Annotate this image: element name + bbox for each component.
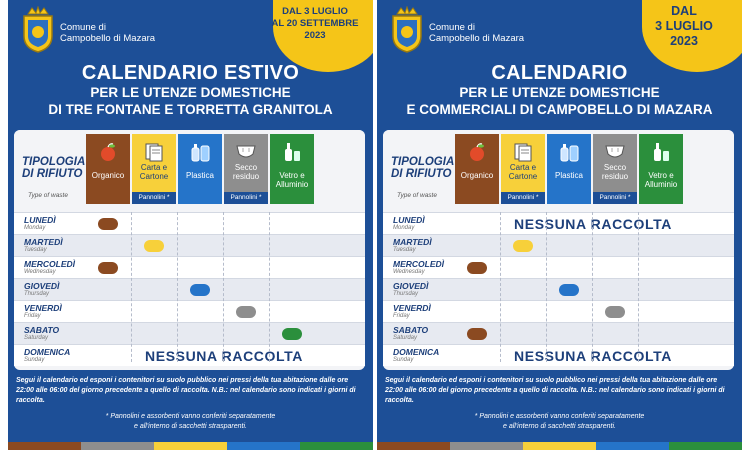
date-range xyxy=(265,6,365,42)
municipality-crest-logo xyxy=(389,6,425,54)
diaper-note-line: e all'interno di sacchetti strasparenti. xyxy=(133,423,247,430)
collection-instructions: Segui il calendario ed esponi i contenitori su suolo pubblico nei pressi della tua abitazione dalle ore 22:00 alle 06:00 del giorno precedente a quello di raccolta. N.B.: nel calendario sono indicati i giorni di raccolta. xyxy=(385,377,725,404)
day-name-en: Thursday xyxy=(24,291,50,297)
paper-icon xyxy=(142,142,166,162)
day-label xyxy=(393,326,428,342)
waste-type-heading-line: DI RIFIUTO xyxy=(391,168,452,180)
stripe-segment xyxy=(300,442,373,450)
pickup-marker xyxy=(282,328,302,340)
category-sublabel: Pannolini * xyxy=(593,192,637,204)
page-subtitle-line: PER LE UTENZE DOMESTICHE xyxy=(90,85,291,100)
stripe-segment xyxy=(81,442,154,450)
pickup-marker xyxy=(467,328,487,340)
stripe-segment xyxy=(154,442,227,450)
date-range-line: DAL 3 LUGLIO xyxy=(282,6,348,17)
apple-icon xyxy=(96,142,120,162)
date-range-line: AL 20 SETTEMBRE xyxy=(271,18,359,29)
day-name-it: GIOVEDÌ xyxy=(24,281,60,291)
day-row xyxy=(14,212,365,234)
calendar-poster-left xyxy=(8,0,373,450)
category-sublabel: Pannolini * xyxy=(132,192,176,204)
pickup-marker xyxy=(144,240,164,252)
day-name-it: DOMENICA xyxy=(24,347,71,357)
category-vetro-e-alluminio xyxy=(639,134,683,204)
pickup-marker xyxy=(190,284,210,296)
pickup-marker xyxy=(98,262,118,274)
day-label xyxy=(393,216,425,232)
category-organico xyxy=(455,134,499,204)
day-name-en: Monday xyxy=(24,225,46,231)
day-row xyxy=(14,300,365,322)
day-row xyxy=(383,322,734,344)
category-label: Plastica xyxy=(185,171,214,180)
day-name-en: Saturday xyxy=(24,335,49,341)
category-plastica xyxy=(178,134,222,204)
waste-type-heading xyxy=(391,156,454,180)
day-label xyxy=(24,282,59,298)
day-name-it: MERCOLEDÌ xyxy=(24,259,75,269)
column-divider xyxy=(592,212,593,362)
day-name-en: Tuesday xyxy=(24,247,47,253)
stripe-segment xyxy=(450,442,523,450)
schedule-table xyxy=(14,130,365,370)
day-name-it: MARTEDÌ xyxy=(393,237,432,247)
no-collection-label: NESSUNA RACCOLTA xyxy=(514,348,672,364)
date-range-line: 2023 xyxy=(670,34,698,48)
day-name-it: SABATO xyxy=(393,325,429,335)
day-name-en: Sunday xyxy=(24,357,45,363)
category-carta-e-cartone xyxy=(501,134,545,204)
day-name-it: MARTEDÌ xyxy=(24,237,63,247)
category-label: Vetro e Alluminio xyxy=(644,171,678,189)
day-label xyxy=(393,304,431,320)
day-name-en: Wednesday xyxy=(24,269,56,275)
day-row xyxy=(14,322,365,344)
diaper-note-line: e all'interno di sacchetti strasparenti. xyxy=(502,423,616,430)
day-name-en: Sunday xyxy=(393,357,414,363)
column-divider xyxy=(223,212,224,362)
column-divider xyxy=(500,212,501,362)
page-title: CALENDARIO ESTIVO xyxy=(81,62,300,84)
waste-type-heading-line: TIPOLOGIA xyxy=(22,156,86,168)
column-divider xyxy=(638,212,639,362)
page-subtitle xyxy=(377,84,742,118)
day-name-en: Tuesday xyxy=(393,247,416,253)
municipality-name-line: Campobello di Mazara xyxy=(429,33,525,44)
column-divider xyxy=(177,212,178,362)
municipality-crest-logo xyxy=(20,6,56,54)
day-row xyxy=(383,234,734,256)
category-label: Organico xyxy=(91,171,125,180)
day-name-it: GIOVEDÌ xyxy=(393,281,429,291)
category-label: Vetro e Alluminio xyxy=(275,171,309,189)
diaper-note-line: * Pannolini e assorbenti vanno conferiti separatamente xyxy=(474,413,645,420)
day-row xyxy=(383,212,734,234)
date-range xyxy=(634,4,734,49)
diaper-note-line: * Pannolini e assorbenti vanno conferiti separatamente xyxy=(105,413,276,420)
date-range-line: 3 LUGLIO xyxy=(655,19,713,33)
category-plastica xyxy=(547,134,591,204)
waste-type-heading-line: DI RIFIUTO xyxy=(22,168,83,180)
day-name-en: Monday xyxy=(393,225,415,231)
day-name-en: Friday xyxy=(24,313,41,319)
schedule-table xyxy=(383,130,734,370)
day-name-it: VENERDÌ xyxy=(393,303,431,313)
stripe-segment xyxy=(8,442,81,450)
column-divider xyxy=(269,212,270,362)
day-row xyxy=(14,234,365,256)
no-collection-label: NESSUNA RACCOLTA xyxy=(514,216,672,232)
day-label xyxy=(24,260,75,276)
page-subtitle-line: DI TRE FONTANE E TORRETTA GRANITOLA xyxy=(48,102,333,117)
color-stripe xyxy=(377,442,742,450)
category-label: Organico xyxy=(460,171,494,180)
category-carta-e-cartone xyxy=(132,134,176,204)
day-label xyxy=(393,348,439,364)
day-label xyxy=(24,238,63,254)
glass-bottle-icon xyxy=(280,142,304,162)
category-secco-residuo xyxy=(224,134,268,204)
diaper-note xyxy=(8,412,373,432)
stripe-segment xyxy=(523,442,596,450)
category-sublabel: Pannolini * xyxy=(224,192,268,204)
page-subtitle-line: E COMMERCIALI DI CAMPOBELLO DI MAZARA xyxy=(406,102,713,117)
category-vetro-e-alluminio xyxy=(270,134,314,204)
day-name-en: Wednesday xyxy=(393,269,425,275)
municipality-name-line: Comune di xyxy=(60,22,106,33)
day-label xyxy=(24,216,56,232)
day-row xyxy=(383,278,734,300)
glass-bottle-icon xyxy=(649,142,673,162)
waste-type-subheading: Type of waste xyxy=(28,192,68,199)
municipality-name xyxy=(60,22,155,44)
day-row xyxy=(14,256,365,278)
diaper-note xyxy=(377,412,742,432)
day-row xyxy=(383,300,734,322)
stripe-segment xyxy=(596,442,669,450)
municipality-name-line: Comune di xyxy=(429,22,475,33)
waste-type-heading-line: TIPOLOGIA xyxy=(391,156,455,168)
date-range-line: DAL xyxy=(671,4,697,18)
day-name-it: DOMENICA xyxy=(393,347,440,357)
pickup-marker xyxy=(605,306,625,318)
category-label: Carta e Cartone xyxy=(139,163,169,181)
municipality-name-line: Campobello di Mazara xyxy=(60,33,156,44)
collection-instructions: Segui il calendario ed esponi i contenitori su suolo pubblico nei pressi della tua abitazione dalle ore 22:00 alle 06:00 del giorno precedente a quello di raccolta. N.B.: nel calendario sono indicati i giorni di raccolta. xyxy=(16,377,356,404)
no-collection-label: NESSUNA RACCOLTA xyxy=(145,348,303,364)
color-stripe xyxy=(8,442,373,450)
waste-type-heading xyxy=(22,156,85,180)
stripe-segment xyxy=(227,442,300,450)
column-divider xyxy=(546,212,547,362)
stripe-segment xyxy=(377,442,450,450)
paper-icon xyxy=(511,142,535,162)
day-name-it: MERCOLEDÌ xyxy=(393,259,444,269)
day-name-it: SABATO xyxy=(24,325,60,335)
day-label xyxy=(24,348,70,364)
date-range-line: 2023 xyxy=(304,30,326,41)
day-label xyxy=(393,282,428,298)
day-name-en: Thursday xyxy=(393,291,419,297)
category-organico xyxy=(86,134,130,204)
municipality-name xyxy=(429,22,524,44)
day-label xyxy=(24,326,59,342)
day-name-it: LUNEDÌ xyxy=(393,215,425,225)
day-name-en: Friday xyxy=(393,313,410,319)
day-row xyxy=(14,344,365,366)
column-divider xyxy=(131,212,132,362)
day-row xyxy=(14,278,365,300)
pickup-marker xyxy=(98,218,118,230)
schedule-header xyxy=(14,130,365,212)
category-label: Secco residuo xyxy=(601,163,629,181)
apple-icon xyxy=(465,142,489,162)
page-title: CALENDARIO xyxy=(491,62,628,84)
diaper-icon xyxy=(234,142,258,162)
day-label xyxy=(24,304,62,320)
day-label xyxy=(393,238,432,254)
day-name-it: VENERDÌ xyxy=(24,303,62,313)
day-label xyxy=(393,260,444,276)
category-label: Secco residuo xyxy=(232,163,260,181)
category-sublabel: Pannolini * xyxy=(501,192,545,204)
category-secco-residuo xyxy=(593,134,637,204)
pickup-marker xyxy=(236,306,256,318)
day-name-it: LUNEDÌ xyxy=(24,215,56,225)
stripe-segment xyxy=(669,442,742,450)
day-name-en: Saturday xyxy=(393,335,418,341)
schedule-header xyxy=(383,130,734,212)
waste-type-subheading: Type of waste xyxy=(397,192,437,199)
bottle-icon xyxy=(188,142,212,162)
page-subtitle-line: PER LE UTENZE DOMESTICHE xyxy=(459,85,660,100)
category-label: Plastica xyxy=(554,171,583,180)
page-subtitle xyxy=(8,84,373,118)
bottle-icon xyxy=(557,142,581,162)
day-row xyxy=(383,344,734,366)
pickup-marker xyxy=(513,240,533,252)
pickup-marker xyxy=(467,262,487,274)
calendar-poster-right xyxy=(377,0,742,450)
diaper-icon xyxy=(603,142,627,162)
day-row xyxy=(383,256,734,278)
category-label: Carta e Cartone xyxy=(508,163,538,181)
pickup-marker xyxy=(559,284,579,296)
